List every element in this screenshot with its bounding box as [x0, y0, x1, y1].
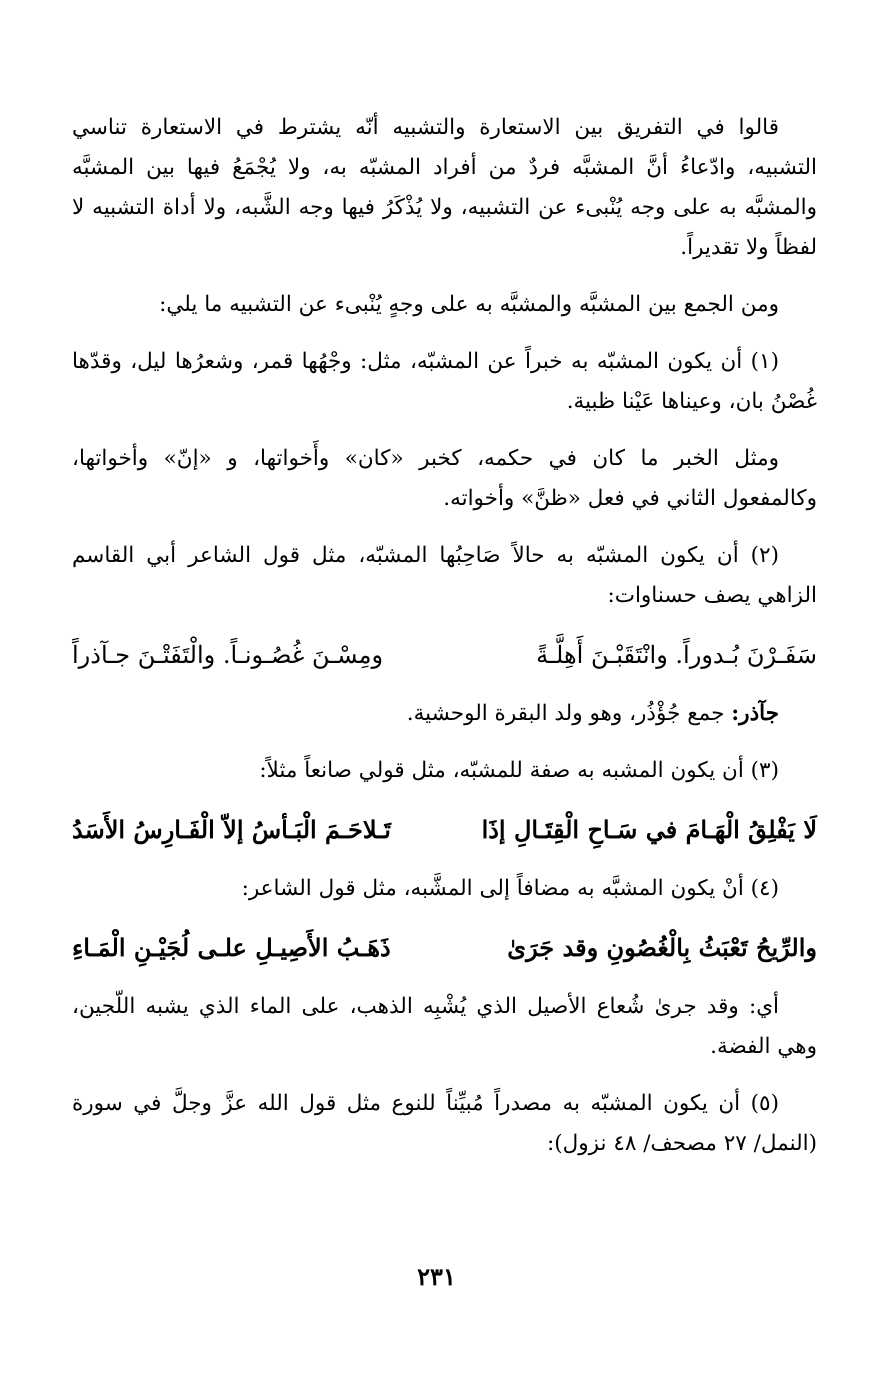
verse-1-first-hemistich: سَفَـرْنَ بُـدوراً. وانْتَقَبْـنَ أَهِلَّـةً — [536, 641, 817, 669]
paragraph-item-5: (٥) أن يكون المشبّه به مصدراً مُبيِّناً للنوع مثل قول الله عزَّ وجلَّ في سورة (النمل/ ٢٧ مصحف/ ٤٨ نزول): — [72, 1091, 817, 1156]
verse-1-second-hemistich: ومِسْـنَ غُصُـونـاً. والْتَفَتْـنَ جـآذراً — [72, 641, 384, 669]
verse-3 — [72, 926, 817, 970]
paragraph-item-2: (٢) أن يكون المشبّه به حالاً صَاحِبُها المشبّه، مثل قول الشاعر أبي القاسم الزاهي يصف حسناوات: — [72, 543, 817, 608]
paragraph-intro: قالوا في التفريق بين الاستعارة والتشبيه أنّه يشترط في الاستعارة تناسي التشبيه، وادّعاءُ أنَّ المشبَّه فردٌ من أفراد المشبّه به، ولا يُجْمَعُ فيها بين المشبَّه والمشبَّه به على وجه يُنْبىء عن التشبيه، ولا يُذْكَرُ فيها وجه الشَّبه، ولا أداة التشبيه لا لفظاً ولا تقديراً. — [72, 115, 817, 260]
paragraph-verse-explanation: أي: وقد جرىٰ شُعاع الأصيل الذي يُشْبِه الذهب، على الماء الذي يشبه اللّجين، وهي الفضة. — [72, 994, 817, 1059]
gloss-term: جآذر: — [731, 701, 779, 726]
paragraph-list-intro: ومن الجمع بين المشبَّه والمشبَّه به على وجهٍ يُنْبىء عن التشبيه ما يلي: — [159, 292, 779, 317]
verse-3-second-hemistich: ذَهَـبُ الأَصِيـلِ علـى لُجَيْـنِ الْمَـاءِ — [72, 933, 391, 962]
paragraph-item-4: (٤) أنْ يكون المشبَّه به مضافاً إلى المشَّبه، مثل قول الشاعر: — [241, 876, 779, 901]
paragraph-item-3: (٣) أن يكون المشبه به صفة للمشبّه، مثل قولي صانعاً مثلاً: — [259, 758, 779, 783]
gloss-note — [72, 694, 817, 734]
verse-2-first-hemistich: لَا يَفْلِقُ الْهَـامَ في سَـاحِ الْقِتَـالِ إذَا — [481, 815, 817, 844]
verse-3-first-hemistich: والرِّيحُ تَعْبَثُ بِالْغُصُونِ وقد جَرَىٰ — [507, 933, 817, 962]
page-body — [72, 108, 817, 1181]
verse-2 — [72, 808, 817, 852]
verse-1 — [72, 633, 817, 677]
paragraph-item-1-note: ومثل الخبر ما كان في حكمه، كخبر «كان» وأَخواتها، و «إنّ» وأخواتها، وكالمفعول الثاني في فعل «ظنَّ» وأخواته. — [72, 446, 817, 511]
gloss-definition: جمع جُؤْذُر، وهو ولد البقرة الوحشية. — [406, 701, 732, 726]
page-number: ٢٣١ — [417, 1262, 456, 1291]
paragraph-item-1: (١) أن يكون المشبّه به خبراً عن المشبّه، مثل: وجْهُها قمر، وشعرُها ليل، وقدّها غُصْنُ بان، وعيناها عَيْنا ظبية. — [72, 349, 817, 414]
verse-2-second-hemistich: تَـلاحَـمَ الْبَـأسُ إلاّ الْفَـارِسُ الأَسَدُ — [72, 815, 391, 844]
